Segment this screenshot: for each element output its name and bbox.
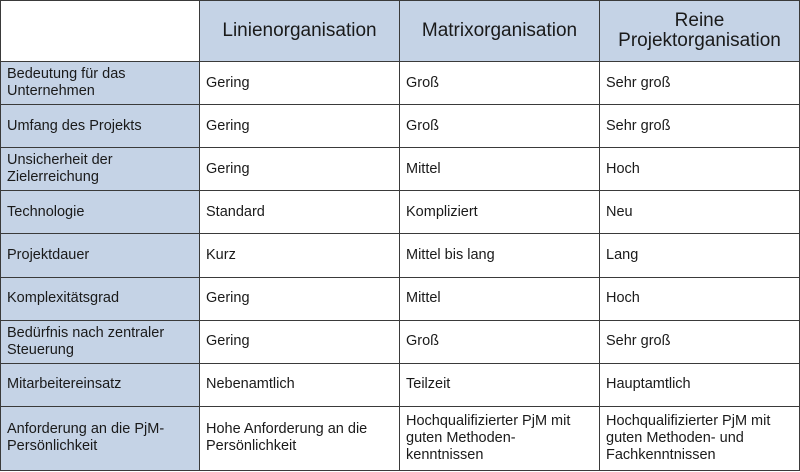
table-cell: Nebenamtlich [200,363,400,406]
table-cell: Gering [200,105,400,148]
table-cell: Mittel [400,148,600,191]
table-row [1,191,800,234]
table-cell: Groß [400,320,600,363]
row-header: Bedürfnis nach zentraler Steuerung [1,320,200,363]
table-cell: Kompliziert [400,191,600,234]
table-cell: Mittel [400,277,600,320]
table-row [1,277,800,320]
table-row [1,363,800,406]
column-header-linienorganisation: Linienorganisation [200,1,400,62]
table-cell: Groß [400,105,600,148]
table-row [1,148,800,191]
table-row [1,320,800,363]
table-cell: Hoch [600,277,800,320]
corner-cell [1,1,200,62]
row-header: Unsicherheit der Zielerreichung [1,148,200,191]
table-cell: Neu [600,191,800,234]
table-cell: Groß [400,62,600,105]
table-cell: Hohe Anforderung an die Persönlichkeit [200,406,400,470]
table-cell: Gering [200,277,400,320]
table-row [1,62,800,105]
table-cell: Hochqualifizierter PjM mit guten Methoden-kenntnissen [400,406,600,470]
table-row [1,105,800,148]
row-header: Projektdauer [1,234,200,277]
table-cell: Kurz [200,234,400,277]
table-cell: Hoch [600,148,800,191]
table-cell: Standard [200,191,400,234]
table-cell: Sehr groß [600,320,800,363]
row-header: Umfang des Projekts [1,105,200,148]
table-cell: Gering [200,148,400,191]
table-row [1,406,800,470]
column-header-matrixorganisation: Matrixorganisation [400,1,600,62]
table-cell: Gering [200,62,400,105]
row-header: Anforderung an die PjM-Persönlichkeit [1,406,200,470]
table-cell: Teilzeit [400,363,600,406]
table-cell: Sehr groß [600,62,800,105]
row-header: Technologie [1,191,200,234]
row-header: Bedeutung für das Unternehmen [1,62,200,105]
column-header-reine-projektorganisation: Reine Projektorganisation [600,1,800,62]
table-cell: Hauptamtlich [600,363,800,406]
row-header: Mitarbeitereinsatz [1,363,200,406]
table-header-row [1,1,800,62]
table-cell: Mittel bis lang [400,234,600,277]
table-cell: Hochqualifizierter PjM mit guten Methoden- und Fachkenntnissen [600,406,800,470]
table-cell: Lang [600,234,800,277]
table-cell: Sehr groß [600,105,800,148]
table-row [1,234,800,277]
table-cell: Gering [200,320,400,363]
row-header: Komplexitätsgrad [1,277,200,320]
